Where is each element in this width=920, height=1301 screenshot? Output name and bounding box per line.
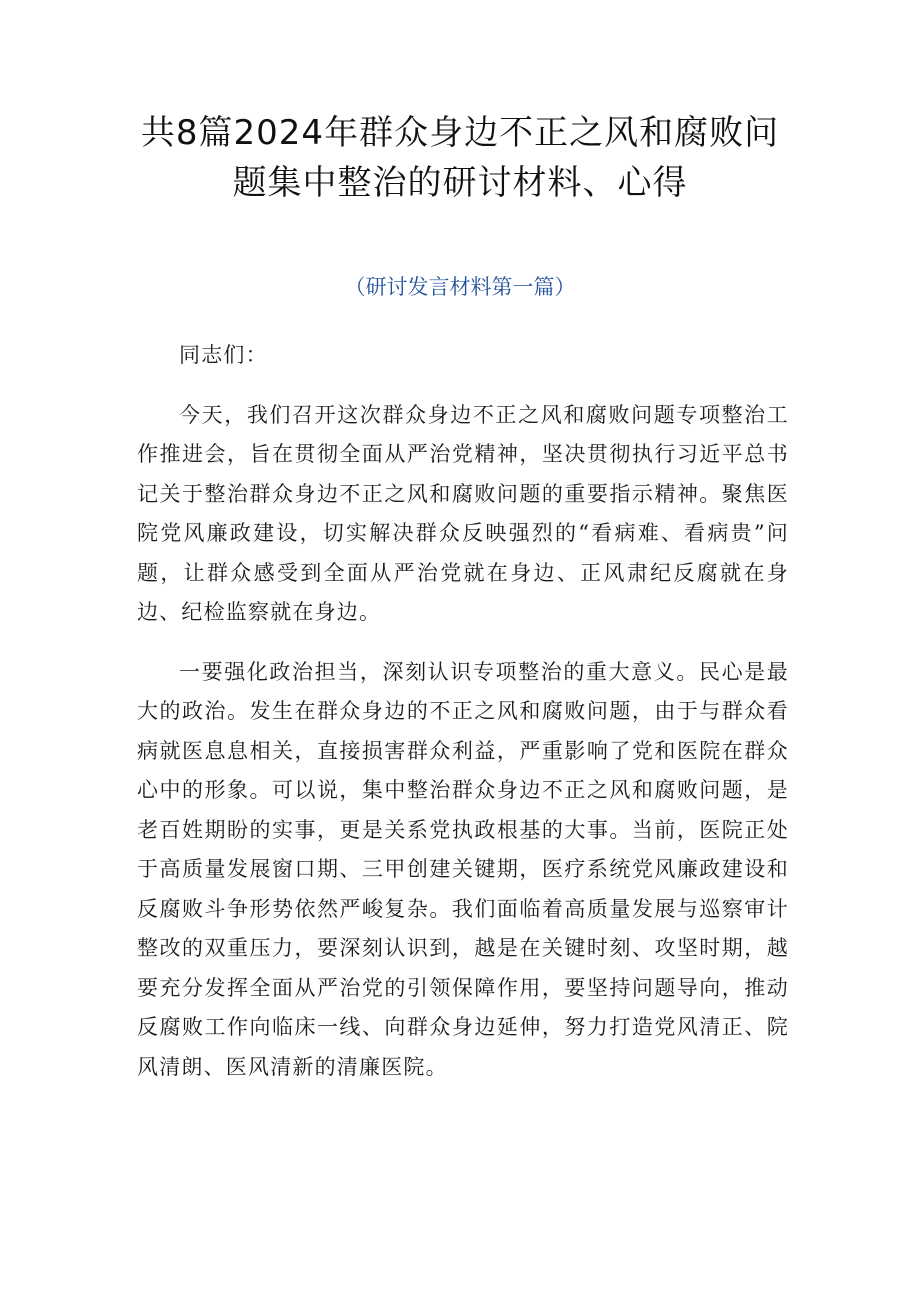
- title-line-1: 共8篇2024年群众身边不正之风和腐败问: [140, 113, 780, 153]
- greeting: 同志们：: [179, 343, 268, 367]
- paragraph-2: 一要强化政治担当，深刻认识专项整治的重大意义。民心是最大的政治。发生在群众身边的不正之风和腐败问题，由于与群众看病就医息息相关，直接损害群众利益，严重影响了党和医院在群众心中的形象。可以说，集中整治群众身边不正之风和腐败问题，是老百姓期盼的实事，更是关系党执政根基的大事。当前，医院正处于高质量发展窗口期、三甲创建关键期，医疗系统党风廉政建设和反腐败斗争形势依然严峻复杂。我们面临着高质量发展与巡察审计整改的双重压力，要深刻认识到，越是在关键时刻、攻坚时期，越要充分发挥全面从严治党的引领保障作用，要坚持问题导向，推动反腐败工作向临床一线、向群众身边延伸，努力打造党风清正、院风清朗、医风清新的清廉医院。: [137, 659, 789, 1079]
- document-subtitle: （研讨发言材料第一篇）: [344, 275, 576, 299]
- document-body: [137, 336, 789, 1107]
- title-line-2: 题集中整治的研讨材料、心得: [232, 163, 688, 203]
- paragraph-1: 今天，我们召开这次群众身边不正之风和腐败问题专项整治工作推进会，旨在贯彻全面从严治党精神，坚决贯彻执行习近平总书记关于整治群众身边不正之风和腐败问题的重要指示精神。聚焦医院党风廉政建设，切实解决群众反映强烈的“看病难、看病贵”问题，让群众感受到全面从严治党就在身边、正风肃纪反腐就在身边、纪检监察就在身边。: [137, 402, 789, 624]
- document-title: [120, 108, 800, 208]
